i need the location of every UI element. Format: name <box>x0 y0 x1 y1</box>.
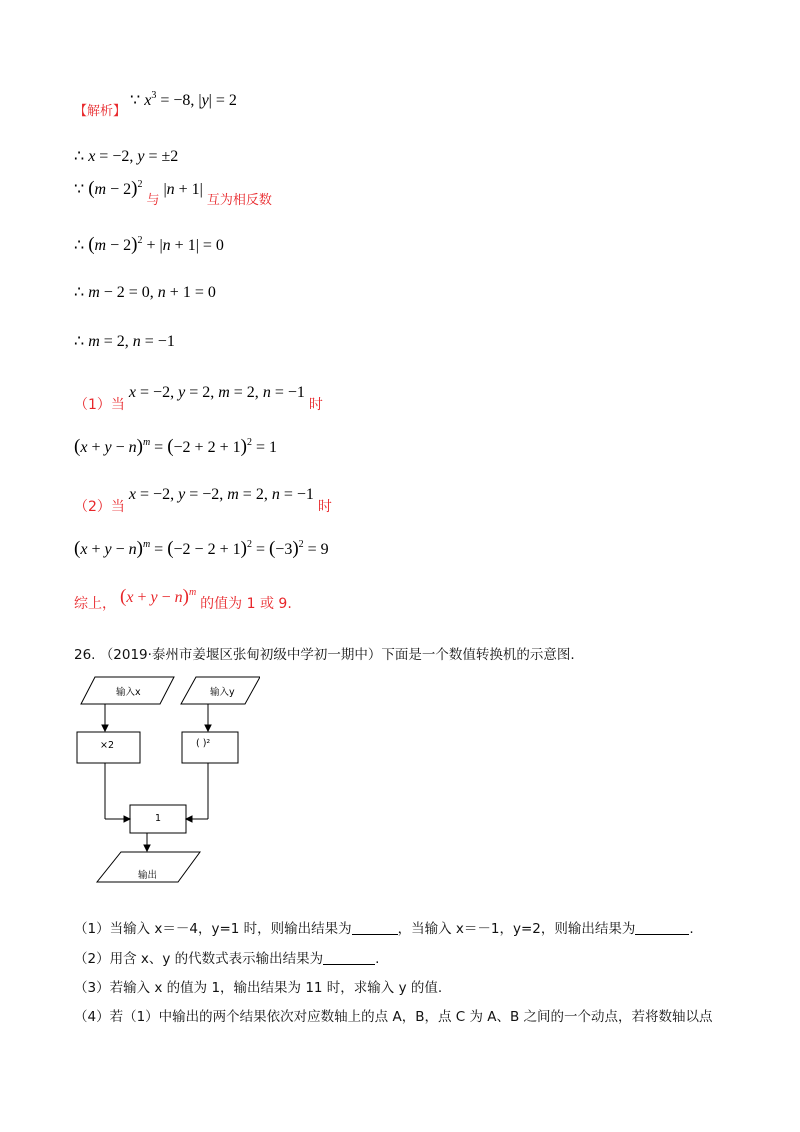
case1-result: $(x + y - n)^m = (-2 + 2 + 1)^2 = 1$ <box>74 436 277 457</box>
q1-text-a: （1）当输入 x＝－4，y=1 时，则输出结果为 <box>74 921 352 937</box>
opposite-math-left: ∵ $(m - 2)^2$ <box>74 178 143 199</box>
case2-cond: x = −2, y = −2, m = 2, n = −1 <box>128 486 314 503</box>
problem-header <box>74 643 575 663</box>
q1-end: . <box>689 921 694 937</box>
analysis-tag: 【解析】 <box>74 104 127 119</box>
opposite-text: 互为相反数 <box>206 193 272 208</box>
question-4: （4）若（1）中输出的两个结果依次对应数轴上的点 A，B，点 C 为 A、B 之间的一个动点，若将数轴以点 <box>74 1009 713 1025</box>
case1-cond: x = −2, y = 2, m = 2, n = −1 <box>128 384 305 401</box>
input-x-label: 输入x <box>116 687 141 698</box>
analysis-line-given <box>74 90 237 119</box>
case1-line <box>74 382 323 413</box>
q1-text-b: ，当输入 x＝－1，y=2，则输出结果为 <box>397 921 636 937</box>
opposite-math-right: |n + 1| <box>163 181 203 198</box>
output-label: 输出 <box>138 870 158 881</box>
q2-blank[interactable] <box>323 964 375 965</box>
given-math: ∵ $x^3 = -8$, |y| = 2 <box>130 90 237 109</box>
input-y-label: 输入y <box>210 687 235 698</box>
q2-end: . <box>375 951 380 967</box>
q1-blank-2[interactable] <box>635 934 689 935</box>
line-sum-zero: ∴ $(m - 2)^2 + |n + 1| = 0$ <box>74 234 224 255</box>
case1-label: （1）当 <box>74 397 125 413</box>
opposite-with: 与 <box>146 193 160 208</box>
times2-label: ×2 <box>100 740 115 751</box>
q1-blank-1[interactable] <box>352 934 398 935</box>
problem-source: （2019·泰州市姜堰区张甸初级中学初一期中）下面是一个数值转换机的示意图. <box>99 647 575 663</box>
minus-label: 1 <box>155 813 162 824</box>
flowchart <box>60 666 260 892</box>
case2-when: 时 <box>317 499 332 515</box>
line-opposite <box>74 178 272 208</box>
question-2 <box>74 947 379 967</box>
conclusion-line <box>74 586 292 614</box>
case2-result: $(x + y - n)^m = (-2 - 2 + 1)^2 = (-3)^2 = 9$ <box>74 538 329 559</box>
line-eqs: ∴ m − 2 = 0, n + 1 = 0 <box>74 284 216 301</box>
conclusion-post: 的值为 1 或 9. <box>200 596 292 612</box>
conclusion-pre: 综上， <box>74 596 116 612</box>
q2-text: （2）用含 x、y 的代数式表示输出结果为 <box>74 951 324 967</box>
question-1 <box>74 917 694 937</box>
problem-number: 26. <box>74 647 96 663</box>
case2-line <box>74 484 332 515</box>
square-label: ( )² <box>196 738 211 749</box>
line-x-y: ∴ x = −2, y = ±2 <box>74 148 179 165</box>
line-m-n: ∴ m = 2, n = −1 <box>74 333 175 350</box>
conclusion-math: $(x + y - n)^m$ <box>120 586 197 607</box>
question-3: （3）若输入 x 的值为 1，输出结果为 11 时，求输入 y 的值. <box>74 980 443 996</box>
case2-label: （2）当 <box>74 499 125 515</box>
case1-when: 时 <box>308 397 323 413</box>
